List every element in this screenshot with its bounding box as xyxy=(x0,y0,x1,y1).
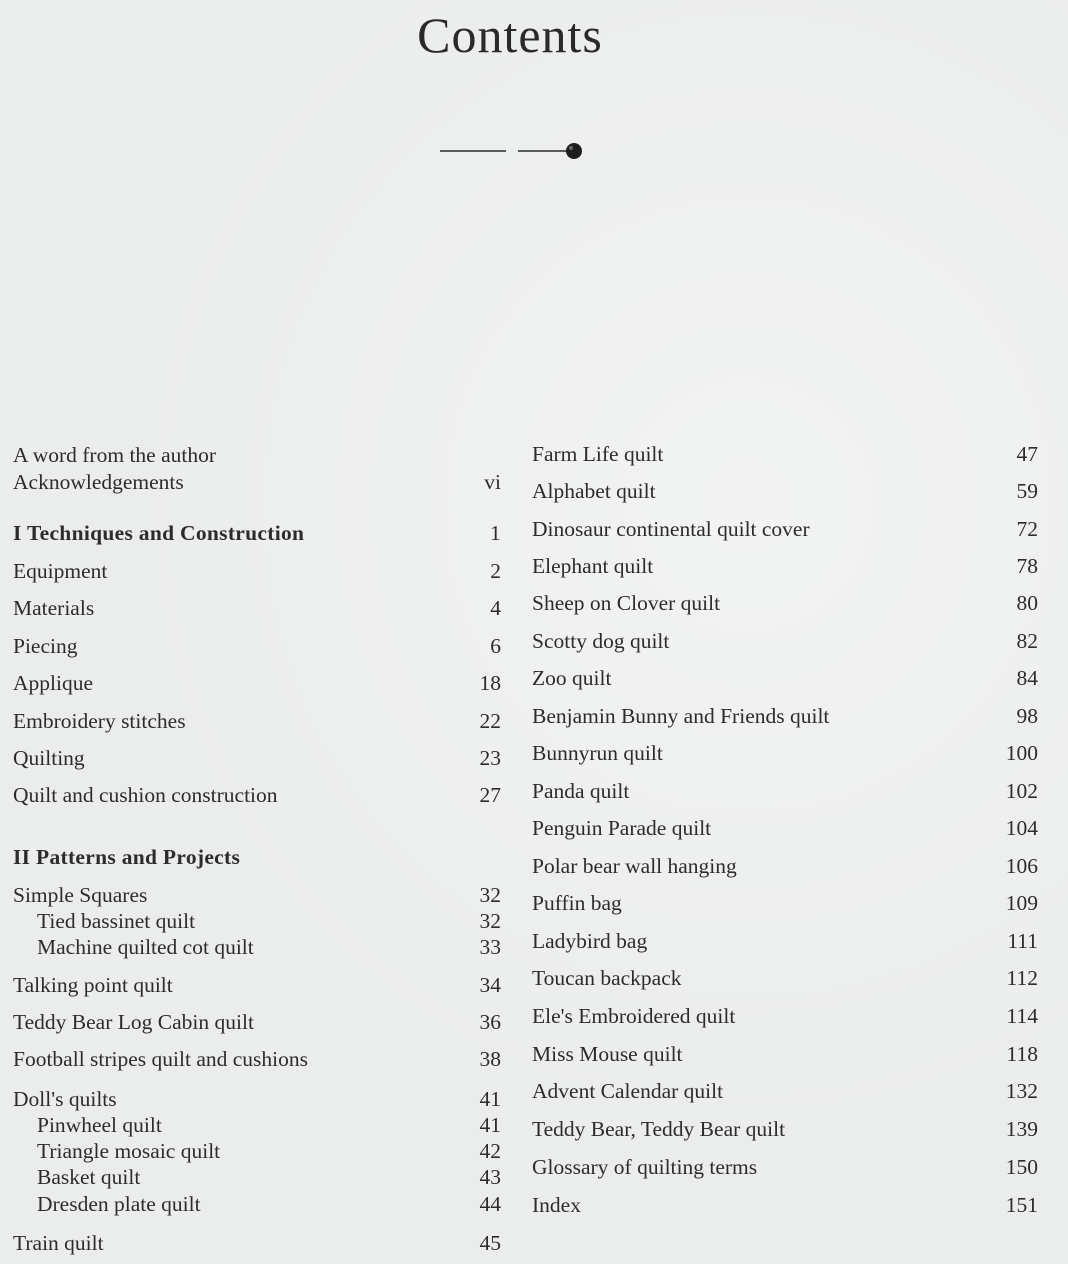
toc-entry-page: 151 xyxy=(1005,1193,1038,1217)
toc-entry-page: 98 xyxy=(1016,704,1038,728)
toc-entry-page: 47 xyxy=(1016,442,1038,466)
toc-entry-label: Toucan backpack xyxy=(532,966,682,990)
toc-entry[interactable] xyxy=(532,889,1038,917)
toc-subentry[interactable] xyxy=(13,907,501,935)
toc-entry[interactable] xyxy=(532,927,1038,955)
toc-entry-page: 23 xyxy=(479,746,501,770)
toc-entry-label: Talking point quilt xyxy=(13,973,173,997)
toc-subentry[interactable] xyxy=(13,1163,501,1191)
toc-entry-page: 72 xyxy=(1016,517,1038,541)
toc-entry-label: Dresden plate quilt xyxy=(37,1192,201,1216)
toc-entry-label: Simple Squares xyxy=(13,883,148,907)
toc-entry-label: Miss Mouse quilt xyxy=(532,1042,683,1066)
toc-entry-label: Glossary of quilting terms xyxy=(532,1155,758,1179)
toc-entry[interactable] xyxy=(532,440,1038,468)
toc-entry[interactable] xyxy=(532,1077,1038,1105)
toc-entry-page: 139 xyxy=(1005,1117,1038,1141)
toc-entry[interactable] xyxy=(532,1040,1038,1068)
toc-entry[interactable] xyxy=(13,1008,501,1036)
toc-entry-label: Advent Calendar quilt xyxy=(532,1079,724,1103)
toc-entry-label: A word from the author xyxy=(13,443,217,467)
toc-entry-label: Tied bassinet quilt xyxy=(37,909,196,933)
toc-entry-label: Equipment xyxy=(13,559,108,583)
toc-entry-page: 36 xyxy=(479,1010,501,1034)
toc-entry[interactable] xyxy=(532,477,1038,505)
toc-entry-page: 44 xyxy=(479,1192,501,1216)
toc-entry-label: Embroidery stitches xyxy=(13,709,186,733)
toc-entry-page: 41 xyxy=(479,1113,501,1137)
toc-entry[interactable] xyxy=(532,589,1038,617)
toc-entry-label: Scotty dog quilt xyxy=(532,629,670,653)
toc-entry-page: 132 xyxy=(1005,1079,1038,1103)
toc-entry-page: 38 xyxy=(479,1047,501,1071)
toc-entry-page: 150 xyxy=(1005,1155,1038,1179)
toc-entry[interactable] xyxy=(532,739,1038,767)
toc-entry[interactable] xyxy=(13,1085,501,1113)
toc-entry-label: Piecing xyxy=(13,634,78,658)
toc-entry-page: 1 xyxy=(489,521,501,545)
toc-section-label: II Patterns and Projects xyxy=(13,845,241,869)
toc-entry[interactable] xyxy=(13,669,501,697)
toc-section-heading[interactable] xyxy=(13,519,501,547)
toc-entry-label: Triangle mosaic quilt xyxy=(37,1139,221,1163)
toc-entry[interactable] xyxy=(532,664,1038,692)
toc-entry-label: Puffin bag xyxy=(532,891,622,915)
toc-entry[interactable] xyxy=(13,468,501,496)
toc-subentry[interactable] xyxy=(13,1111,501,1139)
toc-section-heading[interactable] xyxy=(13,843,501,871)
toc-entry-label: Teddy Bear, Teddy Bear quilt xyxy=(532,1117,786,1141)
toc-entry[interactable] xyxy=(13,781,501,809)
toc-entry-page: 84 xyxy=(1016,666,1038,690)
toc-entry-page: 4 xyxy=(490,596,501,620)
toc-entry[interactable] xyxy=(532,552,1038,580)
toc-entry-label: Elephant quilt xyxy=(532,554,654,578)
toc-entry-page: 109 xyxy=(1005,891,1038,915)
toc-entry-label: Zoo quilt xyxy=(532,666,612,690)
toc-entry-page: 114 xyxy=(1006,1004,1038,1028)
toc-entry-page: 6 xyxy=(490,634,501,658)
toc-entry[interactable] xyxy=(532,852,1038,880)
toc-entry[interactable] xyxy=(13,881,501,909)
toc-entry-label: Ladybird bag xyxy=(532,929,648,953)
toc-entry[interactable] xyxy=(532,777,1038,805)
toc-entry-label: Football stripes quilt and cushions xyxy=(13,1047,309,1071)
toc-entry-label: Train quilt xyxy=(13,1231,104,1255)
toc-entry-page: 106 xyxy=(1005,854,1038,878)
toc-entry-page: 2 xyxy=(490,559,501,583)
toc-entry-label: Polar bear wall hanging xyxy=(532,854,737,878)
toc-entry-page: 32 xyxy=(479,909,501,933)
toc-entry-page: 78 xyxy=(1016,554,1038,578)
toc-entry[interactable] xyxy=(13,744,501,772)
toc-entry-page: 43 xyxy=(479,1165,501,1189)
toc-entry-label: Ele's Embroidered quilt xyxy=(532,1004,736,1028)
toc-entry-page: 42 xyxy=(479,1139,501,1163)
toc-subentry[interactable] xyxy=(13,1190,501,1218)
toc-entry-label: Quilt and cushion construction xyxy=(13,783,278,807)
toc-entry-label: Index xyxy=(532,1193,581,1217)
toc-entry-page: 118 xyxy=(1006,1042,1038,1066)
toc-entry-page: 41 xyxy=(479,1087,501,1111)
toc-entry-page: 45 xyxy=(479,1231,501,1255)
toc-entry-label: Panda quilt xyxy=(532,779,630,803)
toc-entry[interactable] xyxy=(13,632,501,660)
toc-entry-label: Machine quilted cot quilt xyxy=(37,935,254,959)
toc-entry[interactable] xyxy=(532,1153,1038,1181)
page-title: Contents xyxy=(417,7,603,63)
toc-entry-page: 100 xyxy=(1005,741,1038,765)
toc-entry-label: Teddy Bear Log Cabin quilt xyxy=(13,1010,254,1034)
toc-entry[interactable] xyxy=(13,707,501,735)
toc-entry-page: 34 xyxy=(479,973,501,997)
toc-entry[interactable] xyxy=(532,1191,1038,1219)
toc-entry-label: Quilting xyxy=(13,746,85,770)
toc-entry-page: 18 xyxy=(479,671,501,695)
toc-subentry[interactable] xyxy=(13,933,501,961)
toc-entry-label: Basket quilt xyxy=(37,1165,141,1189)
toc-entry-page: 22 xyxy=(479,709,501,733)
toc-entry[interactable] xyxy=(532,1115,1038,1143)
toc-entry[interactable] xyxy=(532,814,1038,842)
toc-entry-label: Materials xyxy=(13,596,95,620)
toc-entry[interactable] xyxy=(532,964,1038,992)
toc-entry-page: 27 xyxy=(479,783,501,807)
toc-entry-label: Applique xyxy=(13,671,94,695)
toc-section-label: I Techniques and Construction xyxy=(13,521,305,545)
toc-entry-page: vi xyxy=(484,470,501,494)
toc-entry[interactable] xyxy=(13,441,501,469)
toc-entry-label: Acknowledgements xyxy=(13,470,184,494)
toc-entry[interactable] xyxy=(13,1229,501,1257)
toc-entry-page: 112 xyxy=(1006,966,1038,990)
divider-ornament-icon xyxy=(440,141,590,161)
toc-entry-label: Sheep on Clover quilt xyxy=(532,591,721,615)
toc-entry-page: 32 xyxy=(479,883,501,907)
toc-entry-page: 104 xyxy=(1005,816,1038,840)
toc-entry[interactable] xyxy=(532,627,1038,655)
toc-entry-label: Pinwheel quilt xyxy=(37,1113,162,1137)
toc-entry-label: Doll's quilts xyxy=(13,1087,117,1111)
toc-entry-page: 82 xyxy=(1016,629,1038,653)
toc-entry-page: 33 xyxy=(479,935,501,959)
toc-entry-label: Penguin Parade quilt xyxy=(532,816,712,840)
toc-entry-page: 111 xyxy=(1007,929,1038,953)
toc-entry-page: 102 xyxy=(1005,779,1038,803)
toc-entry[interactable] xyxy=(532,702,1038,730)
toc-entry[interactable] xyxy=(532,515,1038,543)
toc-entry-label: Bunnyrun quilt xyxy=(532,741,663,765)
toc-entry-page: 59 xyxy=(1016,479,1038,503)
toc-entry-label: Dinosaur continental quilt cover xyxy=(532,517,810,541)
toc-entry[interactable] xyxy=(13,557,501,585)
toc-entry[interactable] xyxy=(532,1002,1038,1030)
toc-entry[interactable] xyxy=(13,594,501,622)
toc-entry-label: Farm Life quilt xyxy=(532,442,664,466)
toc-subentry[interactable] xyxy=(13,1137,501,1165)
toc-entry-label: Benjamin Bunny and Friends quilt xyxy=(532,704,830,728)
toc-entry[interactable] xyxy=(13,1045,501,1073)
toc-entry-label: Alphabet quilt xyxy=(532,479,656,503)
toc-entry-page: 80 xyxy=(1016,591,1038,615)
toc-entry[interactable] xyxy=(13,971,501,999)
